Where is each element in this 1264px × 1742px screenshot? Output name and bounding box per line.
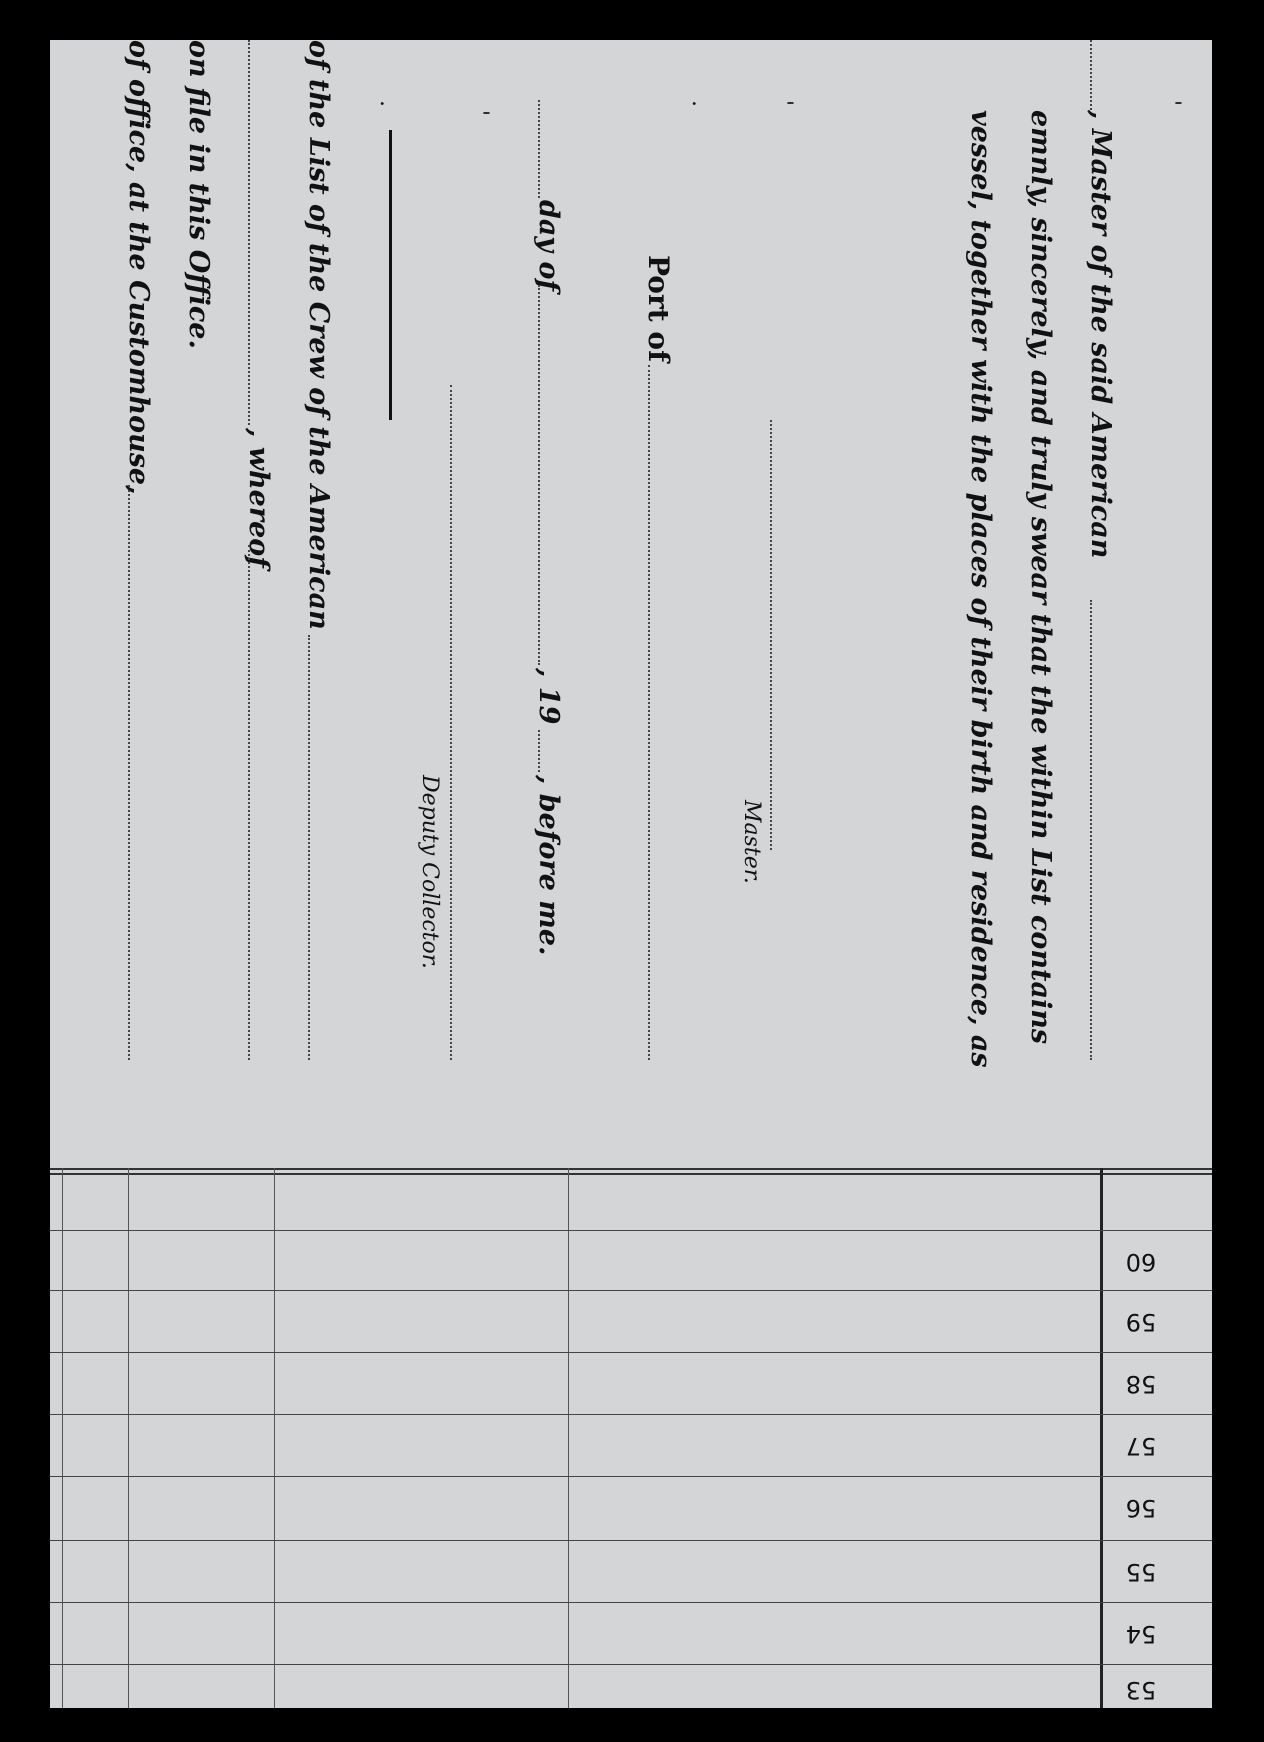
fill-line-whereof: [248, 40, 250, 425]
row-number: 55: [1125, 1558, 1157, 1586]
text-places-of-birth: vessel, together with the places of their birth and residence, as: [965, 110, 996, 1068]
row-number: 59: [1125, 1308, 1157, 1336]
row-number: 56: [1125, 1494, 1157, 1522]
row-number: 53: [1125, 1676, 1157, 1704]
table-row-rule: [50, 1540, 1212, 1541]
ink-mark: ': [1159, 100, 1184, 107]
table-row-rule: [50, 1664, 1212, 1665]
table-top-rule-2: [50, 1173, 1212, 1175]
label-master: Master.: [739, 800, 764, 884]
row-number: 54: [1125, 1620, 1157, 1648]
fill-line-port: [648, 365, 650, 1060]
fill-line-customhouse: [128, 485, 130, 1060]
ink-mark: ': [771, 100, 796, 107]
fill-line-crew-vessel: [308, 635, 310, 1060]
table-row-rule: [50, 1414, 1212, 1415]
table-row-rule: [50, 1290, 1212, 1291]
row-number: 57: [1125, 1432, 1157, 1460]
document-page: [50, 40, 1212, 1708]
row-number: 58: [1125, 1370, 1157, 1398]
fill-line-vessel: [1090, 600, 1092, 1060]
fill-line-year: [538, 730, 540, 772]
table-row-rule: [50, 1476, 1212, 1477]
table-row-rule: [50, 1352, 1212, 1353]
text-year-prefix: , 19: [533, 668, 564, 725]
ink-mark: .: [375, 100, 400, 107]
signature-line-master: [770, 420, 772, 850]
text-solemnly-swear: emnly, sincerely, and truly swear that the within List contains: [1025, 110, 1056, 1045]
separator-rule: [389, 130, 392, 420]
ink-mark: ': [467, 110, 492, 117]
text-master-of-american: , Master of the said American: [1085, 110, 1116, 559]
text-on-file: on file in this Office.: [183, 40, 214, 349]
text-list-of-crew: of the List of the Crew of the American: [303, 40, 334, 630]
text-day-of: day of: [533, 200, 564, 292]
row-number: 60: [1125, 1248, 1157, 1276]
column-divider: [62, 1168, 63, 1708]
text-whereof: , whereof: [243, 428, 274, 568]
fill-line-day: [538, 100, 540, 198]
ink-mark: .: [687, 100, 712, 107]
fill-line-month: [538, 285, 540, 665]
text-office-customhouse: of office, at the Customhouse,: [123, 40, 154, 495]
label-deputy-collector: Deputy Collector.: [417, 775, 442, 969]
fill-line-name: [1090, 40, 1092, 110]
column-divider: [274, 1168, 275, 1708]
table-top-rule: [50, 1168, 1212, 1170]
table-row-rule: [50, 1230, 1212, 1231]
column-divider: [128, 1168, 129, 1708]
table-row-rule: [50, 1602, 1212, 1603]
crew-list-table: [50, 1168, 1212, 1708]
signature-line-deputy: [450, 385, 452, 1060]
fill-line-whereof-2: [248, 545, 250, 1060]
label-port-of: Port of: [642, 255, 675, 363]
column-divider: [568, 1168, 569, 1708]
text-before-me: , before me.: [533, 775, 564, 956]
column-divider-bold: [1100, 1168, 1103, 1708]
